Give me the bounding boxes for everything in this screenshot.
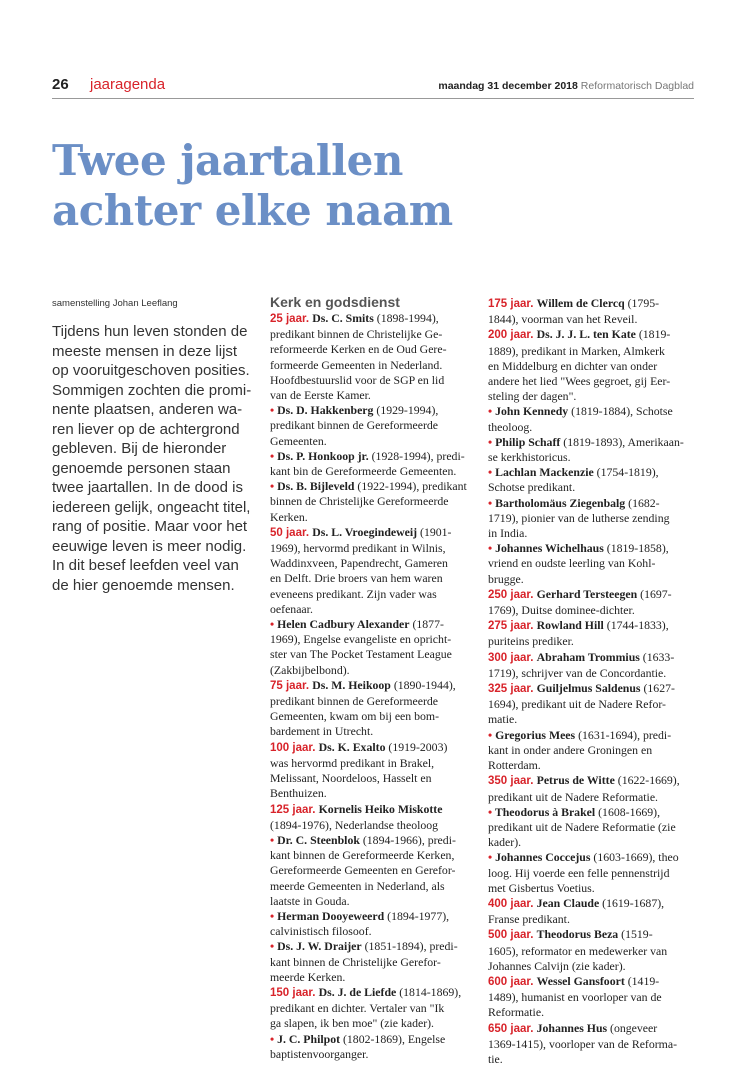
person-name: Kornelis Heiko Miskotte	[318, 801, 443, 816]
entry-text: 1844), voorman van het Reveil.	[488, 312, 638, 327]
entry-text: 1889), predikant in Marken, Almkerk	[488, 343, 665, 358]
intro-line: de hier genoemde mensen.	[52, 576, 235, 594]
entry-text: kader).	[488, 835, 522, 850]
anniversary-years: 500 jaar.	[488, 929, 537, 942]
entry-text: loog. Hij voerde een felle pennenstrijd	[488, 865, 670, 880]
entry-text: 1605), reformator en medewerker van	[488, 943, 668, 958]
entry-text: binnen de Christelijke Gereformeerde	[270, 494, 449, 509]
anniversary-years: 125 jaar.	[270, 803, 319, 816]
entry-text: vriend en oudste leerling van Kohl-	[488, 556, 656, 571]
entry-text: reformeerde Kerken en de Oud Gere-	[270, 342, 447, 357]
person-name: Ds. B. Bijleveld	[277, 479, 355, 494]
person-name: Ds. M. Heikoop	[312, 677, 391, 692]
person-name: Abraham Trommius	[536, 649, 640, 664]
entry-text: kant binnen de Christelijke Gerefor-	[270, 954, 441, 969]
entry-text: (1928-1994), predi-	[368, 448, 465, 463]
entry-text: laatste in Gouda.	[270, 893, 350, 908]
person-name: John Kennedy	[495, 404, 569, 419]
bullet-icon: •	[488, 465, 496, 480]
entry-text: Melissant, Noordeloos, Hasselt en	[270, 771, 432, 786]
person-name: Lachlan Mackenzie	[495, 465, 594, 480]
entry-text: predikant en dichter. Vertaler van "Ik	[270, 1001, 445, 1016]
intro-line: eeuwige leven is meer nodig.	[52, 537, 247, 555]
anniversary-entry	[488, 773, 693, 804]
entry-text: formeerde Gemeenten in Nederland.	[270, 357, 443, 372]
person-name: Theodorus à Brakel	[494, 804, 596, 819]
anniversary-years: 200 jaar.	[488, 329, 537, 342]
bullet-icon: •	[270, 939, 278, 954]
anniversary-entry	[488, 805, 693, 851]
entry-text: (1814-1869),	[396, 984, 462, 999]
header-divider	[52, 98, 694, 99]
entry-text: (Zakbijbelbond).	[270, 662, 350, 677]
entry-text: (1877-	[409, 617, 444, 632]
entry-text: (1851-1894), predi-	[361, 939, 458, 954]
anniversary-entry	[270, 740, 475, 802]
anniversary-years: 50 jaar.	[270, 526, 313, 539]
person-name: Ds. J. J. L. ten Kate	[536, 327, 636, 342]
entry-text: eveneens predikant. Zijn vader was	[270, 586, 437, 601]
anniversary-entry	[270, 985, 475, 1032]
entry-text: predikant binnen de Gereformeerde	[270, 694, 439, 709]
intro-line: iedereen gelijk, ongeacht titel,	[52, 498, 251, 516]
person-name: Theodorus Beza	[536, 927, 619, 942]
bullet-icon: •	[270, 1031, 278, 1046]
entry-text: ga slapen, ik ben moe" (zie kader).	[270, 1016, 435, 1031]
section-label: jaaragenda	[90, 76, 166, 93]
anniversary-years: 150 jaar.	[270, 986, 319, 999]
entry-text: (1894-1966), predi-	[359, 832, 456, 847]
person-name: Ds. P. Honkoop jr.	[277, 448, 369, 463]
entry-text: puriteins prediker.	[488, 634, 574, 649]
entry-text: (1697-	[637, 586, 672, 601]
title-line: Twee jaartallen	[52, 136, 403, 185]
anniversary-years: 325 jaar.	[488, 683, 537, 696]
entry-text: (1922-1994), predikant	[354, 479, 467, 494]
entry-text: (1603-1669), theo	[590, 850, 679, 865]
bullet-icon: •	[270, 832, 278, 847]
anniversary-entry	[270, 1032, 475, 1062]
anniversary-years: 650 jaar.	[488, 1022, 537, 1035]
anniversary-entry	[488, 327, 693, 404]
person-name: Willem de Clercq	[536, 296, 625, 310]
anniversary-entry	[488, 435, 693, 465]
entry-text: (1682-	[625, 495, 660, 510]
entry-text: Waddinxveen, Papendrecht, Gameren	[270, 556, 448, 571]
person-name: Ds. J. de Liefde	[318, 984, 397, 999]
anniversary-entry	[270, 403, 475, 449]
article-title	[52, 136, 712, 236]
entry-text: (1898-1994),	[373, 311, 439, 325]
anniversary-entry	[270, 449, 475, 479]
entry-text: kant bin de Gereformeerde Gemeenten.	[270, 464, 457, 479]
entry-text: (1754-1819),	[593, 465, 659, 480]
bullet-icon: •	[270, 403, 278, 418]
bullet-icon: •	[270, 908, 278, 923]
entry-text: (1744-1833),	[603, 618, 669, 633]
bullet-icon: •	[270, 617, 278, 632]
anniversary-years: 175 jaar.	[488, 298, 537, 310]
person-name: Johannes Wichelhaus	[495, 541, 604, 556]
person-name: Guiljelmus Saldenus	[536, 681, 641, 696]
entry-text: (1819-1893), Amerikaan-	[560, 434, 684, 449]
anniversary-entry	[488, 927, 693, 974]
entry-text: (1631-1694), predi-	[575, 727, 672, 742]
anniversary-entry	[488, 850, 693, 896]
anniversary-years: 75 jaar.	[270, 679, 313, 692]
entry-text: oefenaar.	[270, 601, 313, 616]
anniversary-entry	[488, 974, 693, 1021]
intro-line: Tijdens hun leven stonden de	[52, 323, 248, 340]
entry-text: en Delft. Drie broers van hem waren	[270, 571, 443, 586]
anniversary-entry	[270, 525, 475, 617]
entry-text: (1519-	[618, 927, 653, 942]
intro-line: meeste mensen in deze lijst	[52, 342, 238, 360]
anniversary-entry	[270, 802, 475, 833]
entry-text: kant binnen de Gereformeerde Kerken,	[270, 848, 455, 863]
entry-text: ster van The Pocket Testament League	[270, 647, 452, 662]
title-line: achter elke naam	[52, 186, 453, 235]
intro-line: Sommigen zochten die promi-	[52, 381, 252, 399]
entry-text: brugge.	[488, 571, 524, 586]
entry-text: tie.	[488, 1051, 503, 1066]
entry-text: predikant binnen de Gereformeerde	[270, 418, 439, 433]
entry-text: meerde Kerken.	[270, 969, 346, 984]
person-name: Petrus de Witte	[536, 773, 615, 788]
entry-text: 1719), schrijver van de Concordantie.	[488, 665, 667, 680]
person-name: Wessel Gansfoort	[536, 973, 625, 988]
bullet-icon: •	[488, 727, 496, 742]
intro-line: rang of positie. Maar voor het	[52, 518, 248, 535]
anniversary-entry	[488, 404, 693, 434]
entry-text: met Gisbertus Voetius.	[488, 880, 595, 895]
person-name: Jean Claude	[536, 895, 600, 910]
entry-text: (1890-1944),	[390, 677, 456, 692]
anniversary-entry	[488, 1021, 693, 1068]
anniversary-entry	[488, 587, 693, 618]
entry-text: (1633-	[639, 649, 675, 664]
page-dateline	[438, 80, 694, 92]
entry-text: 1769), Duitse dominee-dichter.	[488, 603, 635, 618]
person-name: Bartholomäus Ziegenbalg	[495, 495, 626, 510]
anniversary-entry	[488, 896, 693, 927]
entry-text: Benthuizen.	[270, 786, 327, 801]
bullet-icon: •	[270, 448, 278, 463]
intro-line: genoemde personen staan	[52, 459, 231, 477]
entry-text: 1489), humanist en voorloper van de	[488, 990, 662, 1005]
anniversary-years: 275 jaar.	[488, 620, 537, 633]
anniversary-entry	[270, 678, 475, 740]
issue-date: maandag 31 december 2018	[438, 80, 578, 92]
anniversary-entry	[270, 311, 475, 403]
entry-text: Gereformeerde Gemeenten en Gerefor-	[270, 863, 456, 878]
entry-text: was hervormd predikant in Brakel,	[270, 755, 435, 770]
entry-text: 1969), hervormd predikant in Wilnis,	[270, 541, 446, 556]
entry-text: andere het lied "Wees gegroet, gij Eer-	[488, 374, 671, 389]
anniversary-entry	[270, 909, 475, 939]
anniversary-years: 600 jaar.	[488, 975, 537, 988]
entry-text: (1802-1869), Engelse	[340, 1031, 446, 1046]
entry-text: Schotse predikant.	[488, 480, 576, 495]
entry-text: van de Eerste Kamer.	[270, 388, 371, 403]
anniversary-entry	[488, 541, 693, 587]
anniversary-entry	[488, 650, 693, 681]
entry-text: (1901-	[417, 524, 452, 539]
person-name: Dr. C. Steenblok	[277, 832, 360, 847]
entry-text: kant in onder andere Groningen en	[488, 742, 653, 757]
person-name: Gregorius Mees	[495, 727, 576, 742]
bullet-icon: •	[488, 541, 496, 556]
entry-text: steling der dagen".	[488, 389, 577, 404]
person-name: J. C. Philpot	[277, 1031, 341, 1046]
entry-text: (1819-	[635, 327, 671, 342]
bullet-icon: •	[488, 404, 496, 419]
anniversary-years: 400 jaar.	[488, 897, 537, 910]
anniversary-years: 25 jaar.	[270, 313, 313, 325]
entry-text: Rotterdam.	[488, 758, 541, 773]
anniversary-entry	[270, 617, 475, 678]
entry-text: theoloog.	[488, 419, 533, 434]
person-name: Ds. D. Hakkenberg	[277, 403, 374, 418]
entry-text: predikant uit de Nadere Reformatie (zie	[488, 819, 676, 834]
entry-text: matie.	[488, 712, 518, 727]
bullet-icon: •	[270, 479, 278, 494]
entry-text: en Middelburg en dichter van onder	[488, 358, 658, 373]
entry-text: meerde Gemeenten in Nederland, als	[270, 878, 445, 893]
anniversary-years: 100 jaar.	[270, 741, 319, 754]
entry-text: Gemeenten.	[270, 433, 327, 448]
anniversary-years: 300 jaar.	[488, 651, 537, 664]
intro-line: In dit besef leefden veel van	[52, 557, 239, 574]
intro-paragraph	[52, 322, 257, 595]
person-name: Rowland Hill	[536, 618, 604, 633]
page-number: 26	[52, 76, 69, 93]
bullet-icon: •	[488, 804, 495, 819]
entry-text: (1622-1669),	[614, 773, 680, 788]
intro-line: ren liever op de achtergrond	[52, 420, 240, 438]
entries-column-left	[270, 293, 475, 1062]
intro-line: twee jaartallen. In de dood is	[52, 479, 243, 496]
bullet-icon: •	[488, 495, 496, 510]
entry-text: (1894-1976), Nederlandse theoloog	[270, 817, 439, 832]
intro-line: nente plaatsen, anderen wa-	[52, 401, 243, 418]
person-name: Philip Schaff	[495, 434, 561, 449]
entry-text: (1919-2003)	[385, 739, 448, 754]
person-name: Ds. K. Exalto	[318, 739, 386, 754]
anniversary-entry	[270, 833, 475, 909]
publication-name: Reformatorisch Dagblad	[580, 80, 694, 92]
entry-text: (1419-	[624, 973, 660, 988]
entry-text: se kerkhistoricus.	[488, 450, 571, 465]
intro-line: gebleven. Bij de hieronder	[52, 440, 227, 457]
entry-text: Gemeenten, kwam om bij een bom-	[270, 709, 440, 724]
anniversary-entry	[488, 618, 693, 649]
anniversary-years: 250 jaar.	[488, 588, 537, 601]
entry-text: (1627-	[640, 681, 675, 696]
entry-text: Hoofdbestuurslid voor de SGP en lid	[270, 372, 445, 387]
anniversary-entry	[488, 465, 693, 495]
entry-text: Franse predikant.	[488, 912, 570, 927]
entry-text: 1719), pionier van de lutherse zending	[488, 510, 670, 525]
entry-text: (1795-	[624, 296, 660, 310]
person-name: Ds. L. Vroegindeweij	[312, 524, 418, 539]
anniversary-entry	[270, 939, 475, 985]
entry-text: bardement in Utrecht.	[270, 724, 374, 739]
entry-text: in India.	[488, 526, 528, 541]
entry-text: (1819-1884), Schotse	[568, 404, 673, 419]
anniversary-years: 350 jaar.	[488, 775, 537, 788]
entry-text: (1819-1858),	[603, 541, 669, 556]
entry-text: (1894-1977),	[384, 908, 450, 923]
anniversary-entry	[488, 296, 693, 327]
entry-text: (ongeveer	[607, 1020, 658, 1035]
anniversary-entry	[488, 728, 693, 774]
anniversary-entry	[270, 479, 475, 525]
entry-text: calvinistisch filosoof.	[270, 924, 372, 939]
category-heading: Kerk en godsdienst	[270, 294, 400, 310]
entry-text: (1929-1994),	[373, 403, 439, 418]
entries-column-right	[488, 296, 693, 1067]
person-name: Helen Cadbury Alexander	[277, 617, 410, 632]
byline: samenstelling Johan Leeflang	[52, 298, 178, 309]
entry-text: Kerken.	[270, 509, 308, 524]
entry-text: 1369-1415), voorloper van de Reforma-	[488, 1036, 678, 1051]
anniversary-entry	[488, 496, 693, 542]
person-name: Johannes Hus	[536, 1020, 608, 1035]
entry-text: predikant uit de Nadere Reformatie.	[488, 789, 659, 804]
person-name: Ds. J. W. Draijer	[277, 939, 362, 954]
bullet-icon: •	[488, 434, 496, 449]
bullet-icon: •	[488, 850, 496, 865]
anniversary-entry	[488, 681, 693, 728]
person-name: Gerhard Tersteegen	[536, 586, 638, 601]
entry-text: 1694), predikant uit de Nadere Refor-	[488, 697, 666, 712]
entry-text: Johannes Calvijn (zie kader).	[488, 958, 626, 973]
entry-text: predikant binnen de Christelijke Ge-	[270, 327, 443, 342]
entry-text: Reformatie.	[488, 1005, 545, 1020]
person-name: Johannes Coccejus	[495, 850, 591, 865]
entry-text: (1608-1669),	[595, 804, 661, 819]
person-name: Herman Dooyeweerd	[277, 908, 385, 923]
entry-text: 1969), Engelse evangeliste en opricht-	[270, 632, 452, 647]
intro-line: op vooruitgeschoven posities.	[52, 362, 250, 379]
person-name: Ds. C. Smits	[312, 311, 374, 325]
entry-text: baptistenvoorganger.	[270, 1046, 369, 1061]
entry-text: (1619-1687),	[599, 895, 665, 910]
